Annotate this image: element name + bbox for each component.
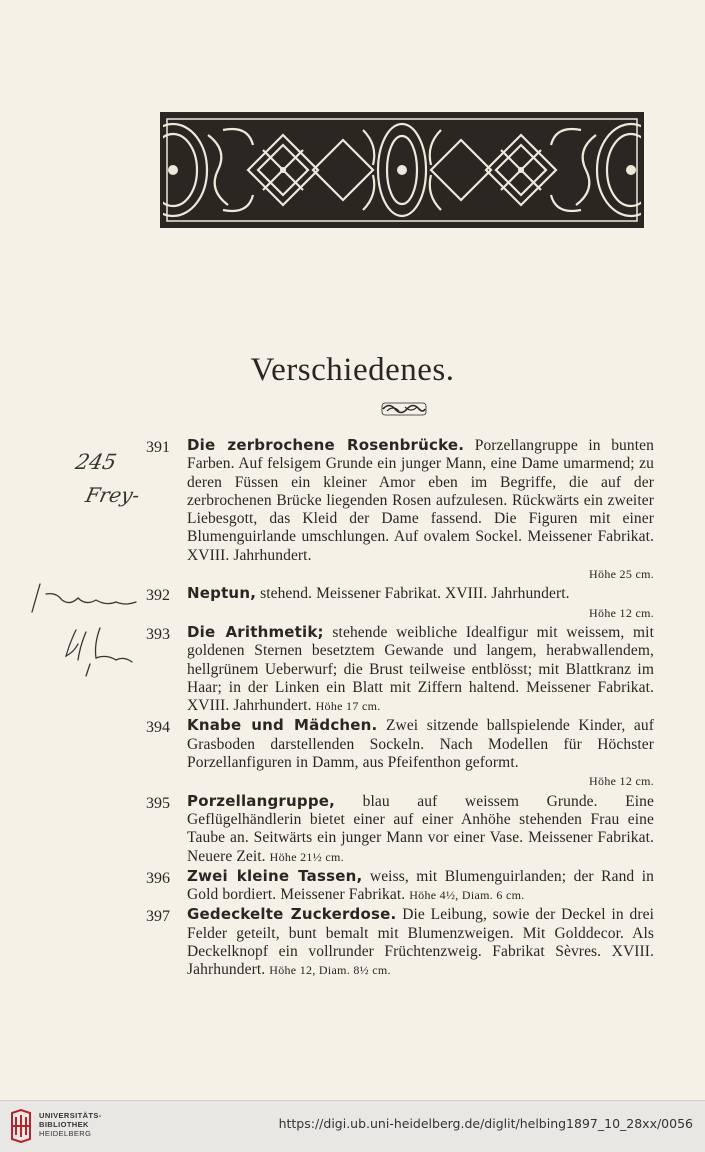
lot-number: 396 xyxy=(146,869,170,887)
fleuron-ornament-icon xyxy=(381,401,427,417)
lot-number: 391 xyxy=(146,439,170,456)
lot-dimensions: Höhe 12, Diam. 8½ cm. xyxy=(269,963,391,978)
lot-description: weiss, mit Blumenguirlanden; der Rand in Gold bordiert. Meissener Fabrikat. xyxy=(187,867,655,904)
lot-title: Neptun, xyxy=(187,584,257,603)
library-name: UNIVERSITÄTS- BIBLIOTHEK HEIDELBERG xyxy=(39,1111,102,1138)
lot-description: Porzellangruppe in bunten Farben. Auf felsigem Grunde ein junger Mann, eine Dame umarmend; zu deren Füssen ein kleiner Amor eben im Begriffe, die auf der zerbrochenen Brücke liegenden Rosen aufzulesen. Rückwärts ein zweiter Liebesgott, das Kleid der Dame fassend. Die Figuren mit einer Blumenguirlande umschlungen. Auf ovalem Sockel. Meissener Fabrikat. XVIII. Jahrhundert. xyxy=(187,437,654,564)
ornamental-header-band xyxy=(160,112,644,228)
catalogue-entries xyxy=(0,436,705,981)
lot-number: 397 xyxy=(146,908,170,926)
list-item xyxy=(0,623,705,715)
lot-title: Die zerbrochene Rosenbrücke. xyxy=(187,436,465,454)
lot-number: 394 xyxy=(146,719,170,737)
lot-description: Zwei sitzende ballspielende Kinder, auf Grasboden darstellenden Sockeln. Nach Modellen für Höchster Porzellanfiguren in Damm, aus Pfeifenthon geformt. xyxy=(187,717,654,772)
lot-dimensions: Höhe 17 cm. xyxy=(315,699,381,714)
lot-dimensions: Höhe 21½ cm. xyxy=(269,849,344,864)
lot-dimensions: Höhe 12 cm. xyxy=(589,605,654,620)
lot-number: 392 xyxy=(146,587,170,605)
ornament-pattern xyxy=(163,115,641,225)
section-heading: Verschiedenes. xyxy=(250,352,455,388)
list-item xyxy=(0,436,705,583)
list-item xyxy=(0,584,705,622)
lot-title: Gedeckelte Zuckerdose. xyxy=(187,905,397,924)
lot-description: stehende weibliche Idealfigur mit weissem, mit goldenen Sternen besetztem Gewande und langem, herabwallendem, hellgrünem Ueberwurf; die Brust teilweise entblösst; mit Blattkranz im Haar; in der Linken ein Blatt mit Ziffern haltend. Meissener Fabrikat. XVIII. Jahrhundert. xyxy=(187,623,654,715)
lot-description: stehend. Meissener Fabrikat. XVIII. Jahrhundert. xyxy=(256,585,570,603)
lot-title: Porzellangruppe, xyxy=(187,791,336,810)
list-item xyxy=(0,792,705,866)
lot-description: blau auf weissem Grunde. Eine Geflügelhändlerin bietet einer auf einer Anhöhe stehenden Frau eine Taube an. Seitwärts ein junger Mann vor einer Vase. Meissener Fabrikat. Neuere Zeit. xyxy=(187,792,654,865)
lot-number: 393 xyxy=(146,625,170,643)
page-url-link[interactable]: https://digi.ub.uni-heidelberg.de/diglit/helbing1897_10_28xx/0056 xyxy=(278,1116,693,1131)
lot-title: Zwei kleine Tassen, xyxy=(187,866,363,885)
viewer-footer xyxy=(0,1100,705,1152)
lot-title: Knabe und Mädchen. xyxy=(187,716,378,735)
university-library-logo-icon[interactable] xyxy=(9,1109,33,1143)
list-item xyxy=(0,867,705,905)
handwritten-price: 245 xyxy=(73,450,119,474)
lot-dimensions: Höhe 4½, Diam. 6 cm. xyxy=(409,888,525,903)
lot-description: Die Leibung, sowie der Deckel in drei Felder geteilt, bunt bemalt mit Blumenzweigen. Mit Golddecor. Als Deckelknopf ein vollrunder Früchtenzweig. Fabrikat Sèvres. XVIII. Jahrhundert. xyxy=(187,906,654,979)
lot-title: Die Arithmetik; xyxy=(187,622,324,641)
lot-dimensions: Höhe 12 cm. xyxy=(589,774,654,789)
handwritten-buyer: Frey- xyxy=(83,483,142,507)
list-item xyxy=(0,905,705,979)
list-item xyxy=(0,716,705,790)
lot-dimensions: Höhe 25 cm. xyxy=(589,567,654,582)
lot-number: 395 xyxy=(146,794,170,812)
